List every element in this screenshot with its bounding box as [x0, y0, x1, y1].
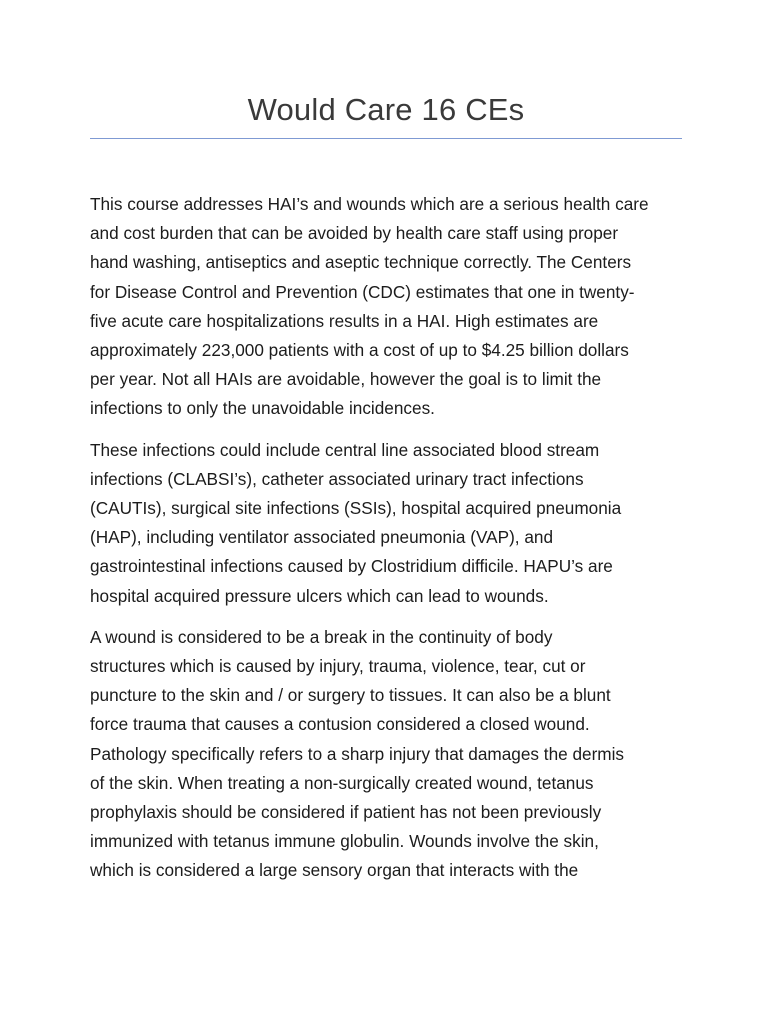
paragraph-infections: [90, 436, 682, 611]
text-line: force trauma that causes a contusion considered a closed wound.: [90, 714, 590, 735]
text-line: five acute care hospitalizations results in a HAI. High estimates are: [90, 310, 599, 331]
text-line: infections (CLABSI’s), catheter associated urinary tract infections: [90, 468, 584, 489]
text-line: This course addresses HAI’s and wounds which are a serious health care: [90, 194, 649, 214]
text-line: infections to only the unavoidable incidences.: [90, 398, 435, 419]
text-line: gastrointestinal infections caused by Clostridium difficile. HAPU’s are: [90, 556, 613, 577]
text-line: These infections could include central line associated blood stream: [90, 439, 600, 460]
text-line: hospital acquired pressure ulcers which can lead to wounds.: [90, 585, 549, 606]
text-line: (HAP), including ventilator associated pneumonia (VAP), and: [90, 527, 554, 548]
text-line: immunized with tetanus immune globulin. Wounds involve the skin,: [90, 831, 599, 852]
text-line: of the skin. When treating a non-surgically created wound, tetanus: [90, 772, 594, 793]
text-line: A wound is considered to be a break in the continuity of body: [90, 626, 553, 647]
text-line: which is considered a large sensory organ that interacts with the: [90, 860, 579, 881]
title-underline: [90, 138, 682, 139]
text-line: structures which is caused by injury, trauma, violence, tear, cut or: [90, 656, 586, 677]
paragraph-intro: [90, 190, 682, 424]
text-line: puncture to the skin and / or surgery to tissues. It can also be a blunt: [90, 685, 611, 706]
text-line: Pathology specifically refers to a sharp injury that damages the dermis: [90, 743, 625, 764]
paragraph-wound-definition: [90, 623, 682, 886]
text-line: prophylaxis should be considered if patient has not been previously: [90, 802, 602, 823]
text-line: per year. Not all HAIs are avoidable, however the goal is to limit the: [90, 369, 602, 390]
document-title: Would Care 16 CEs: [247, 92, 525, 127]
text-line: and cost burden that can be avoided by health care staff using proper: [90, 223, 619, 244]
text-line: for Disease Control and Prevention (CDC) estimates that one in twenty-: [90, 281, 635, 302]
text-line: (CAUTIs), surgical site infections (SSIs), hospital acquired pneumonia: [90, 498, 622, 519]
text-line: approximately 223,000 patients with a cost of up to $4.25 billion dollars: [90, 340, 629, 361]
text-line: hand washing, antiseptics and aseptic technique correctly. The Centers: [90, 252, 632, 273]
document-body: [90, 190, 682, 898]
